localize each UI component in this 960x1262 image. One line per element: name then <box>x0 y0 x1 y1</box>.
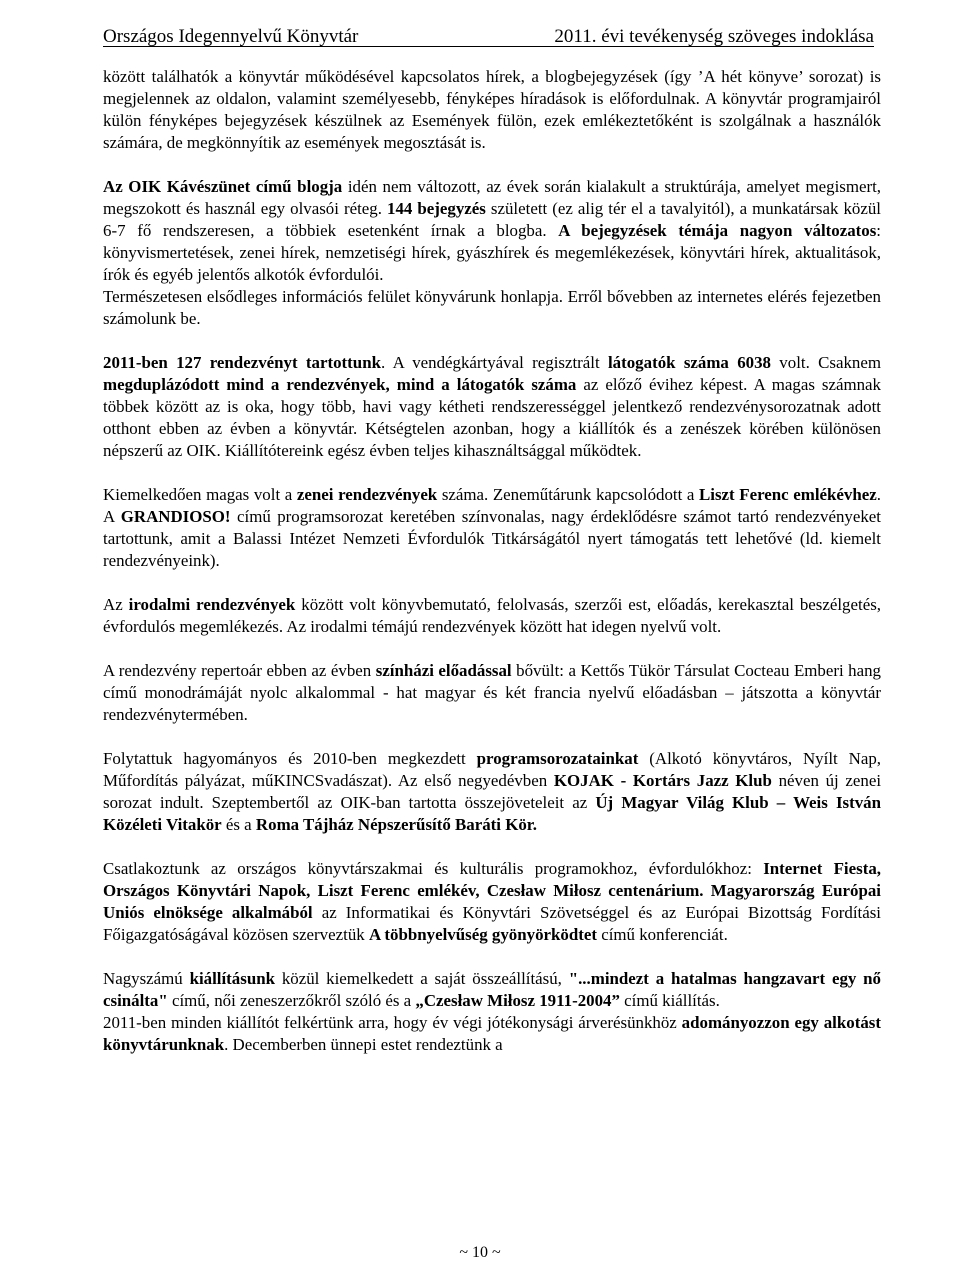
page-number: ~ 10 ~ <box>459 1244 501 1261</box>
header-document-title: 2011. évi tevékenység szöveges indoklása <box>554 26 874 47</box>
paragraph-literary-events: Az irodalmi rendezvények között volt könyvbemutató, felolvasás, szerzői est, előadás, kerekasztal beszélgetés, évfordulós megemlékezés. Az irodalmi témájú rendezvények között hat idegen nyelvű volt. <box>103 595 881 636</box>
paragraph-homepage: Természetesen elsődleges információs felület könyvárunk honlapja. Erről bővebben az internetes elérés fejezetben számolunk be. <box>103 287 881 328</box>
paragraph-music-events: Kiemelkedően magas volt a zenei rendezvények száma. Zeneműtárunk kapcsolódott a Liszt Ferenc emlékévhez. A GRANDIOSO! című programsorozat keretében színvonalas, nagy érdeklődésre számot tartó rendezvényeket tartottunk, amit a Balassi Intézet Nemzeti Évfordulók Titkárságától nyert támogatás tett lehetővé (ld. kiemelt rendezvényeink). <box>103 485 882 570</box>
paragraph-blog: Az OIK Kávészünet című blogja idén nem változott, az évek során kialakult a struktúrája, amelyet megismert, megszokott és használ egy olvasói réteg. 144 bejegyzés született (ez alig tér el a tavalyitól), a munkatársak közül 6-7 fő rendszeresen, a többiek esetenként írnak a blogba. A bejegyzések témája nagyon változatos: könyvismertetések, zenei hírek, nemzetiségi hírek, gyászhírek és megemlékezések, könyvtári hírek, aktualitások, írók és egyéb jelentős alkotók évfordulói. <box>103 177 882 284</box>
paragraph-exhibitions: Nagyszámú kiállításunk közül kiemelkedett a saját összeállítású, "...mindezt a hatalmas hangzavart egy nő csinálta" című, női zeneszerzőkről szóló és a „Czesław Miłosz 1911-2004” című kiállítás. <box>103 969 881 1010</box>
header-institution: Országos Idegennyelvű Könyvtár <box>103 26 359 47</box>
paragraph-theatre: A rendezvény repertoár ebben az évben színházi előadással bővült: a Kettős Tükör Társulat Cocteau Emberi hang című monodrámáját nyolc alkalommal - hat magyar és két francia nyelvű előadásban – játszotta a könyvtár rendezvénytermében. <box>103 661 881 724</box>
paragraph-national-programs: Csatlakoztunk az országos könyvtárszakmai és kulturális programokhoz, évfordulókhoz: Internet Fiesta, Országos Könyvtári Napok, Liszt Ferenc emlékév, Czesław Miłosz centenárium. Magyarország Európai Uniós elnöksége alkalmából az Informatikai és Könyvtári Szövetséggel és az Európai Bizottság Fordítási Főigazgatóságával közösen szerveztük A többnyelvűség gyönyörködtet című konferenciát. <box>103 859 881 944</box>
document-body <box>103 66 881 1056</box>
paragraph-program-series: Folytattuk hagyományos és 2010-ben megkezdett programsorozatainkat (Alkotó könyvtáros, Nyílt Nap, Műfordítás pályázat, műKINCSvadászat). Az első negyedévben KOJAK - Kortárs Jazz Klub néven új zenei sorozat indult. Szeptembertől az OIK-ban tartotta összejöveteleit az Új Magyar Világ Klub – Weis István Közéleti Vitakör és a Roma Tájház Népszerűsítő Baráti Kör. <box>103 749 882 834</box>
paragraph-website: között találhatók a könyvtár működésével kapcsolatos hírek, a blogbejegyzések (így ’A hét könyve’ sorozat) is megjelennek az oldalon, valamint személyesebb, fényképes híradások is előfordulnak. A könyvtár programjairól külön fényképes bejegyzések készülnek az Események fülön, ezek emlékeztetőként is szolgálnak a használók számára, de megkönnyítik az események megosztását is. <box>103 67 881 152</box>
paragraph-charity-auction: 2011-ben minden kiállítót felkértünk arra, hogy év végi jótékonysági árverésünkhöz adományozzon egy alkotást könyvtárunknak. Decemberben ünnepi estet rendeztünk a <box>103 1013 881 1054</box>
header-divider <box>103 46 874 47</box>
page-header <box>103 20 874 48</box>
paragraph-events: 2011-ben 127 rendezvényt tartottunk. A vendégkártyával regisztrált látogatók száma 6038 volt. Csaknem megduplázódott mind a rendezvények, mind a látogatók száma az előző évihez képest. A magas számnak többek között az is oka, hogy több, havi vagy kétheti rendszerességgel jelentkező rendezvénysorozatnak adott otthont ebben az évben a könyvtár. Kétségtelen azonban, hogy a kiállítók és a zenészek körében különösen népszerű az OIK. Kiállítótereink egész évben teljes kihasználtsággal működtek. <box>103 353 881 460</box>
